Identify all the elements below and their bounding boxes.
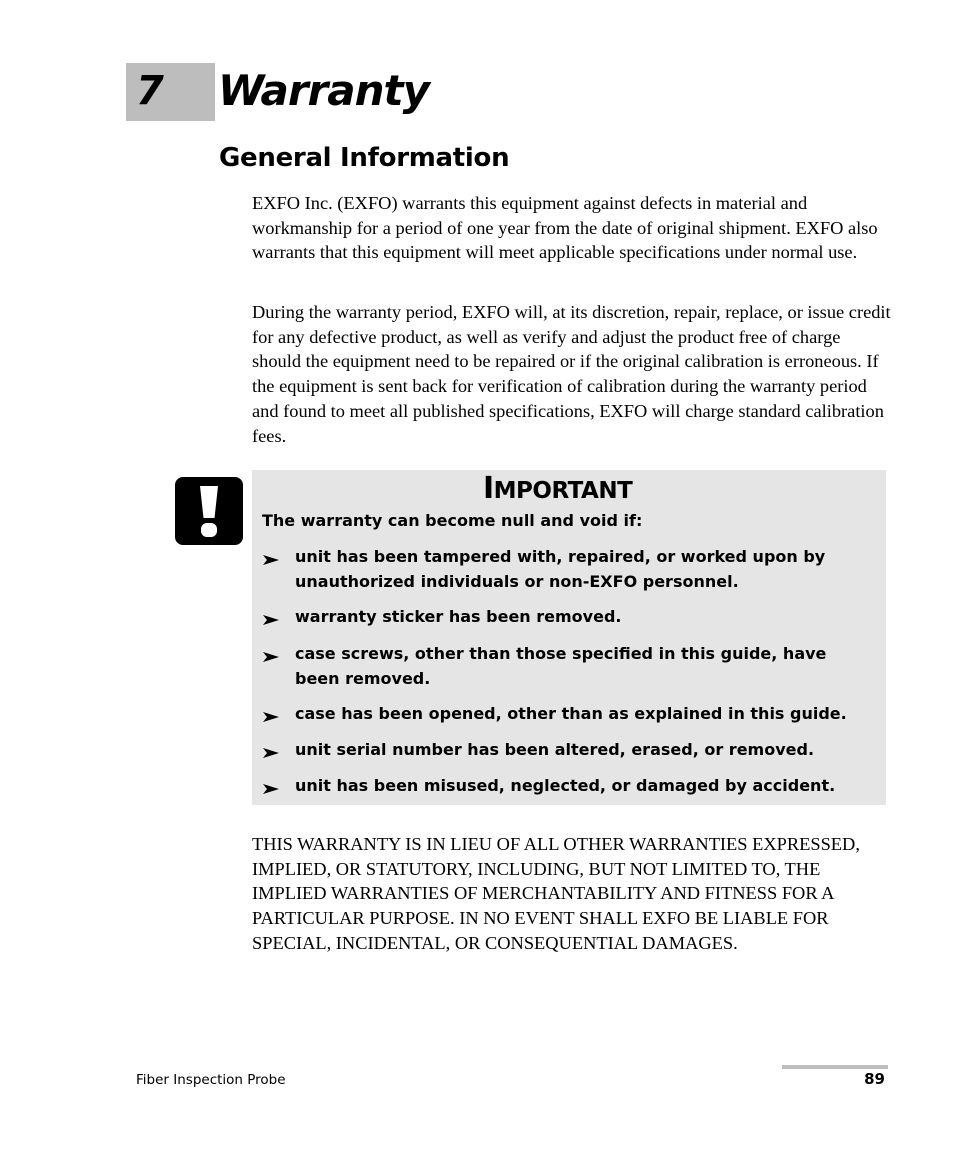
section-heading: General Information xyxy=(219,143,510,173)
paragraph-warranty-terms: EXFO Inc. (EXFO) warrants this equipment against defects in material and workmanship for a period of one year from the date of original shipment. EXFO also warrants that this equipment will meet applicable specifications under normal use. xyxy=(252,193,878,263)
list-item-text: unit has been tampered with, repaired, or worked upon by unauthorized individuals or non-EXFO personnel. xyxy=(295,547,826,591)
page-number: 89 xyxy=(864,1070,885,1088)
exclamation-icon xyxy=(175,477,243,545)
list-item-text: case screws, other than those specified in this guide, have been removed. xyxy=(295,644,827,688)
important-title-rest: MPORTANT xyxy=(493,478,633,504)
arrow-bullet-icon xyxy=(262,605,282,629)
arrow-bullet-icon xyxy=(262,545,282,569)
list-item-text: unit serial number has been altered, erased, or removed. xyxy=(295,740,815,759)
arrow-bullet-icon xyxy=(262,702,282,726)
paragraph-warranty-period: During the warranty period, EXFO will, at its discretion, repair, replace, or issue credit for any defective product, as well as verify and adjust the product free of charge should the equipment need to be repaired or if the original calibration is erroneous. If the equipment is sent back for verification of calibration during the warranty period and found to meet all published specifications, EXFO will charge standard calibration fees. xyxy=(252,302,891,446)
important-intro: The warranty can become null and void if: xyxy=(262,511,643,530)
important-title-initial: I xyxy=(483,471,494,506)
arrow-bullet-icon xyxy=(262,774,282,798)
arrow-bullet-icon xyxy=(262,738,282,762)
list-item-text: warranty sticker has been removed. xyxy=(295,607,622,626)
arrow-bullet-icon xyxy=(262,642,282,666)
paragraph-disclaimer: THIS WARRANTY IS IN LIEU OF ALL OTHER WARRANTIES EXPRESSED, IMPLIED, OR STATUTORY, INCLUDING, BUT NOT LIMITED TO, THE IMPLIED WARRANTIES OF MERCHANTABILITY AND FITNESS FOR A PARTICULAR PURPOSE. IN NO EVENT SHALL EXFO BE LIABLE FOR SPECIAL, INCIDENTAL, OR CONSEQUENTIAL DAMAGES. xyxy=(252,834,860,953)
list-item-text: unit has been misused, neglected, or damaged by accident. xyxy=(295,776,836,795)
chapter-number: 7 xyxy=(136,68,164,114)
list-item-text: case has been opened, other than as explained in this guide. xyxy=(295,704,847,723)
chapter-title: Warranty xyxy=(218,66,429,115)
footer-doc-title: Fiber Inspection Probe xyxy=(136,1072,286,1088)
important-title xyxy=(483,471,632,509)
